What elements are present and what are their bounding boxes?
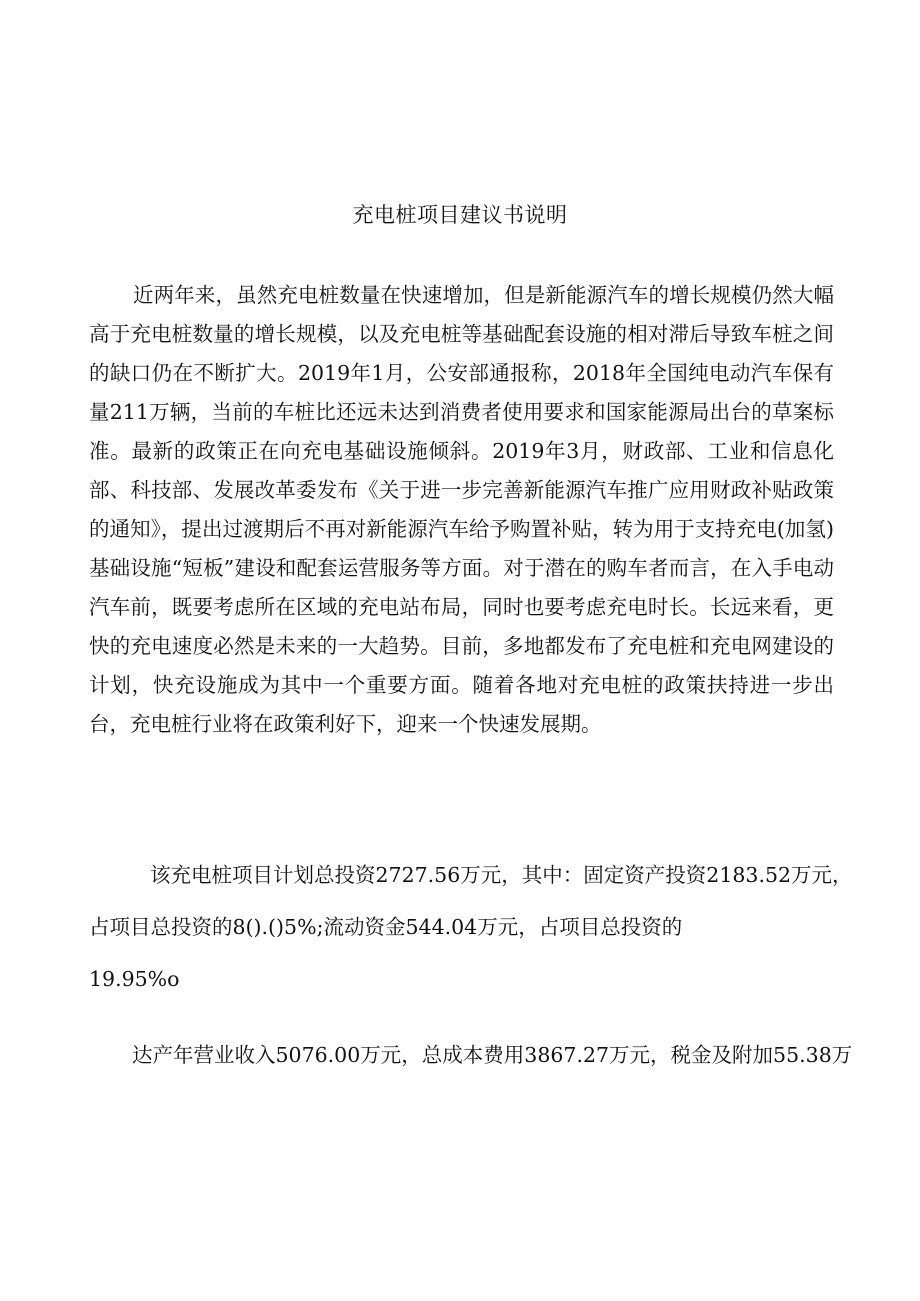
investment-line-2: 占项目总投资的8().()5%;流动资金544.04万元，占项目总投资的 [89,915,683,939]
intro-paragraph: 近两年来，虽然充电桩数量在快速增加，但是新能源汽车的增长规模仍然大幅高于充电桩数量的增长规模，以及充电桩等基础配套设施的相对滞后导致车桩之间的缺口仍在不断扩大。2019年1月，公安部通报称，2018年全国纯电动汽车保有量211万辆，当前的车桩比还远未达到消费者使用要求和国家能源局出台的草案标准。最新的政策正在向充电基础设施倾斜。2019年3月，财政部、工业和信息化部、科技部、发展改革委发布《关于进一步完善新能源汽车推广应用财政补贴政策的通知》，提出过渡期后不再对新能源汽车给予购置补贴，转为用于支持充电(加氢)基础设施“短板”建设和配套运营服务等方面。对于潜在的购车者而言，在入手电动汽车前，既要考虑所在区域的充电站布局，同时也要考虑充电时长。长远来看，更快的充电速度必然是未来的一大趋势。目前，多地都发布了充电桩和充电网建设的计划，快充设施成为其中一个重要方面。随着各地对充电桩的政策扶持进一步出台，充电桩行业将在政策利好下，迎来一个快速发展期。 [89,283,834,736]
revenue-line: 达产年营业收入5076.00万元，总成本费用3867.27万元，税金及附加55.38万 [132,1043,853,1067]
investment-line-1: 该充电桩项目计划总投资2727.56万元，其中：固定资产投资2183.52万元， [150,863,853,887]
document-title: 充电桩项目建议书说明 [352,203,568,227]
investment-line-3: 19.95%o [89,967,180,991]
